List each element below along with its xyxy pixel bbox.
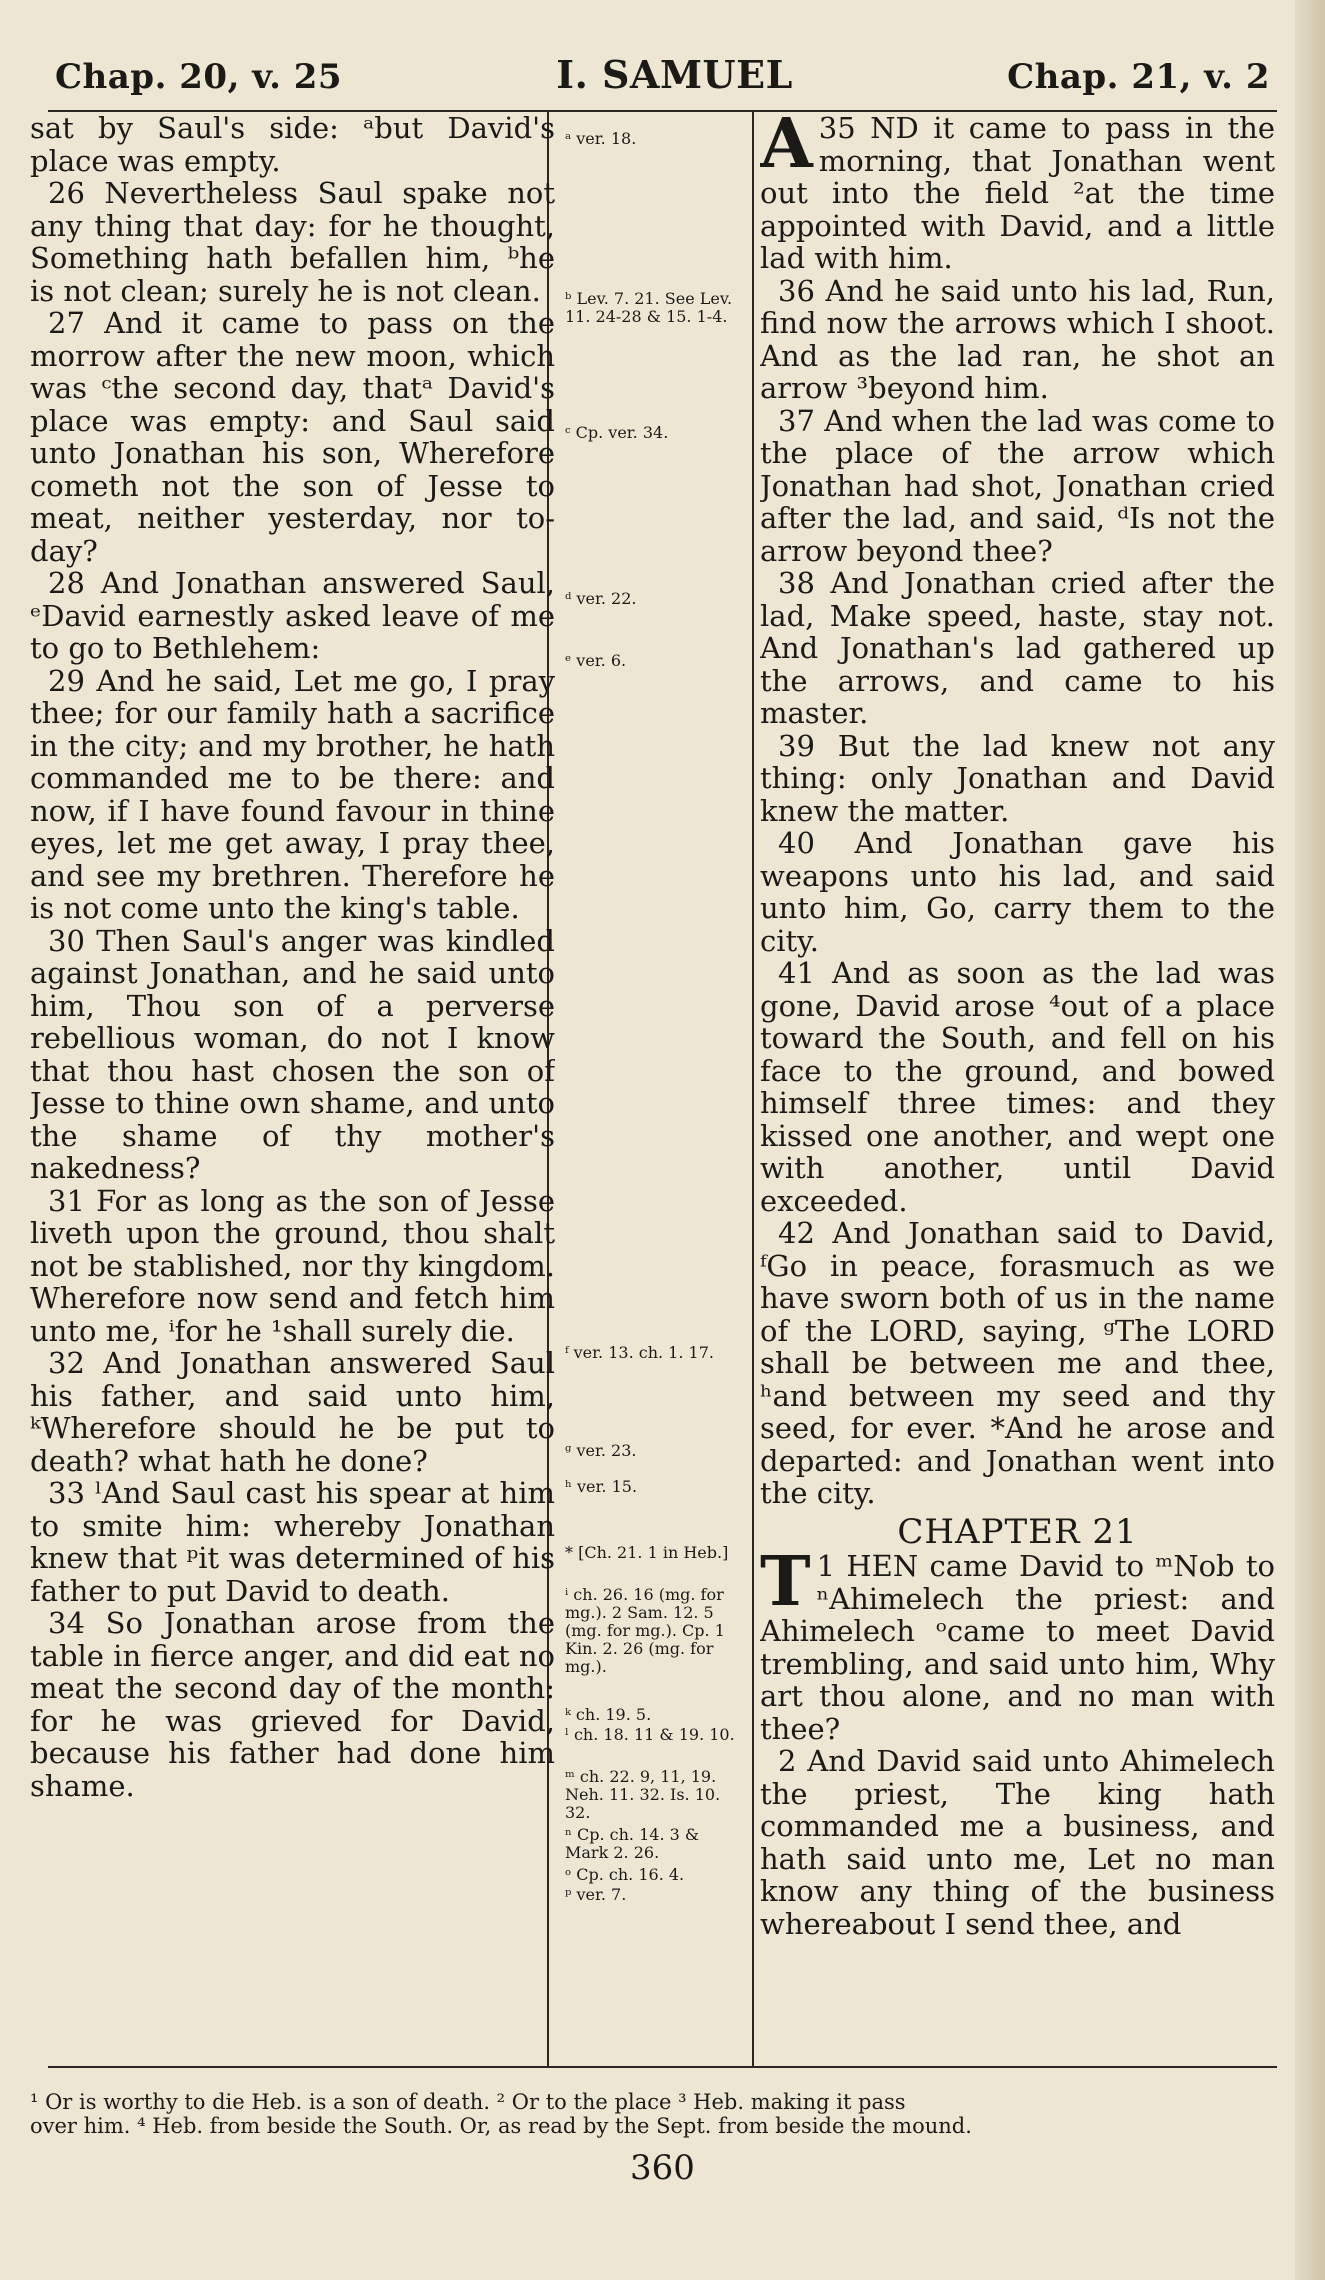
verse-31: 31 For as long as the son of Jesse liveth upon the ground, thou shalt not be stablished, nor thy kingdom. Wherefore now send and fetch him unto me, ⁱfor he ¹shall surely die. bbox=[30, 1183, 555, 1348]
verse-34: 34 So Jonathan arose from the table in fierce anger, and did eat no meat the second day of the month: for he was grieved for David, because his father had done him shame. bbox=[30, 1606, 555, 1803]
verse-35-text: ND it came to pass in the morning, that Jonathan went out into the field ²at the time appointed with David, and a little lad with him. bbox=[760, 112, 1275, 275]
drop-cap-t: T bbox=[760, 1542, 811, 1622]
header-right: Chap. 21, v. 2 bbox=[1007, 57, 1270, 97]
margin-ref: ᵇ Lev. 7. 21. See Lev. 11. 24-28 & 15. 1-4. bbox=[565, 289, 733, 326]
verse-32: 32 And Jonathan answered Saul his father, and said unto him, ᵏWherefore should he be put to death? what hath he done? bbox=[30, 1346, 555, 1478]
header-book-title: I. SAMUEL bbox=[556, 52, 793, 97]
verse-28: 28 And Jonathan answered Saul, ᵉDavid earnestly asked leave of me to go to Bethlehem: bbox=[30, 566, 555, 665]
verse-39: 39 But the lad knew not any thing: only Jonathan and David knew the matter. bbox=[760, 728, 1275, 828]
verse-36: 36 And he said unto his lad, Run, find now the arrows which I shoot. And as the lad ran, he shot an arrow ³beyond him. bbox=[760, 273, 1275, 405]
margin-ref: ⁿ Cp. ch. 14. 3 & Mark 2. 26. bbox=[565, 1825, 700, 1862]
verse-35-number: 35 bbox=[818, 112, 856, 145]
header-left: Chap. 20, v. 25 bbox=[55, 57, 343, 97]
margin-ref: ⁱ ch. 26. 16 (mg. for mg.). 2 Sam. 12. 5 (mg. for mg.). Cp. 1 Kin. 2. 26 (mg. for mg.). bbox=[565, 1585, 725, 1676]
column-divider-right bbox=[752, 112, 754, 2067]
verse-42: 42 And Jonathan said to David, ᶠGo in peace, forasmuch as we have sworn both of us in the name of the LORD, saying, ᵍThe LORD shall be between me and thee, ʰand between my seed and thy seed, for ever. *And he arose and departed: and Jonathan went into the city. bbox=[760, 1216, 1275, 1510]
left-text-column bbox=[30, 112, 555, 2062]
verse-30: 30 Then Saul's anger was kindled against Jonathan, and he said unto him, Thou son of a perverse rebellious woman, do not I know that thou hast chosen the son of Jesse to thine own shame, and unto the shame of thy mother's nakedness? bbox=[30, 923, 555, 1185]
verse-26: 26 Nevertheless Saul spake not any thing that day: for he thought, Something hath befallen him, ᵇhe is not clean; surely he is not clean. bbox=[30, 176, 555, 308]
verse-27: 27 And it came to pass on the morrow after the new moon, which was ᶜthe second day, thatᵃ David's place was empty: and Saul said unto Jonathan his son, Wherefore cometh not the son of Jesse to meat, neither yesterday, nor to-day? bbox=[30, 306, 555, 568]
verse-41: 41 And as soon as the lad was gone, David arose ⁴out of a place toward the South, and fell on his face to the ground, and bowed himself three times: and they kissed one another, and wept one with another, until David exceeded. bbox=[760, 956, 1275, 1218]
verse-29: 29 And he said, Let me go, I pray thee; for our family hath a sacrifice in the city; and my brother, he hath commanded me to be there: and now, if I have found favour in thine eyes, let me get away, I pray thee, and see my brethren. Therefore he is not come unto the king's table. bbox=[30, 663, 555, 925]
margin-ref: ᶜ Cp. ver. 34. bbox=[565, 423, 669, 442]
verse-38: 38 And Jonathan cried after the lad, Make speed, haste, stay not. And Jonathan's lad gathered up the arrows, and came to his master. bbox=[760, 566, 1275, 730]
margin-ref: ᵈ ver. 22. bbox=[565, 589, 637, 608]
margin-ref: ᵃ ver. 18. bbox=[565, 129, 637, 148]
footnotes bbox=[30, 2090, 1280, 2138]
margin-references bbox=[565, 112, 745, 2062]
margin-ref: ʰ ver. 15. bbox=[565, 1477, 638, 1496]
verse-1-number: 1 bbox=[816, 1549, 836, 1583]
verse-25-end: sat by Saul's side: ᵃbut David's place was empty. bbox=[30, 112, 555, 178]
chapter-21-verse-2: 2 And David said unto Ahimelech the priest, The king hath commanded me a business, and hath said unto me, Let no man know any thing of the business whereabout I send thee, and bbox=[760, 1744, 1275, 1941]
margin-ref: ᵏ ch. 19. 5. bbox=[565, 1705, 652, 1724]
margin-ref: ᶠ ver. 13. ch. 1. 17. bbox=[565, 1343, 714, 1362]
footnote-rule bbox=[48, 2066, 1277, 2068]
verse-37: 37 And when the lad was come to the place of the arrow which Jonathan had shot, Jonathan cried after the lad, and said, ᵈIs not the arrow beyond thee? bbox=[760, 403, 1275, 568]
right-text-column bbox=[760, 112, 1275, 2062]
verse-35 bbox=[760, 112, 1275, 275]
page-edge-shadow bbox=[1295, 0, 1325, 2280]
page-number: 360 bbox=[630, 2148, 695, 2188]
margin-ref: ˡ ch. 18. 11 & 19. 10. bbox=[565, 1725, 735, 1744]
margin-ref: ᵍ ver. 23. bbox=[565, 1441, 637, 1460]
verse-40: 40 And Jonathan gave his weapons unto his lad, and said unto him, Go, carry them to the city. bbox=[760, 826, 1275, 958]
chapter-21-verse-1 bbox=[760, 1542, 1275, 1746]
verse-1-text: HEN came David to ᵐNob to ⁿAhimelech the priest: and Ahimelech ᵒcame to meet David trembling, and said unto him, Why art thou alone, and no man with thee? bbox=[760, 1549, 1275, 1746]
footnote-line: ¹ Or is worthy to die Heb. is a son of death. ² Or to the place ³ Heb. making it pass bbox=[30, 2090, 906, 2114]
drop-cap-a: A bbox=[760, 112, 813, 184]
footnote-line: over him. ⁴ Heb. from beside the South. Or, as read by the Sept. from beside the mound. bbox=[30, 2114, 972, 2138]
margin-ref: ᵐ ch. 22. 9, 11, 19. Neh. 11. 32. Is. 10. 32. bbox=[565, 1767, 721, 1822]
chapter-heading: CHAPTER 21 bbox=[897, 1511, 1138, 1552]
verse-33: 33 ˡAnd Saul cast his spear at him to smite him: whereby Jonathan knew that ᵖit was determined of his father to put David to death. bbox=[30, 1476, 555, 1608]
margin-ref: * [Ch. 21. 1 in Heb.] bbox=[565, 1543, 729, 1562]
running-header bbox=[55, 52, 1270, 102]
margin-ref: ᵒ Cp. ch. 16. 4. bbox=[565, 1865, 685, 1884]
margin-ref: ᵖ ver. 7. bbox=[565, 1885, 627, 1904]
margin-ref: ᵉ ver. 6. bbox=[565, 651, 627, 670]
